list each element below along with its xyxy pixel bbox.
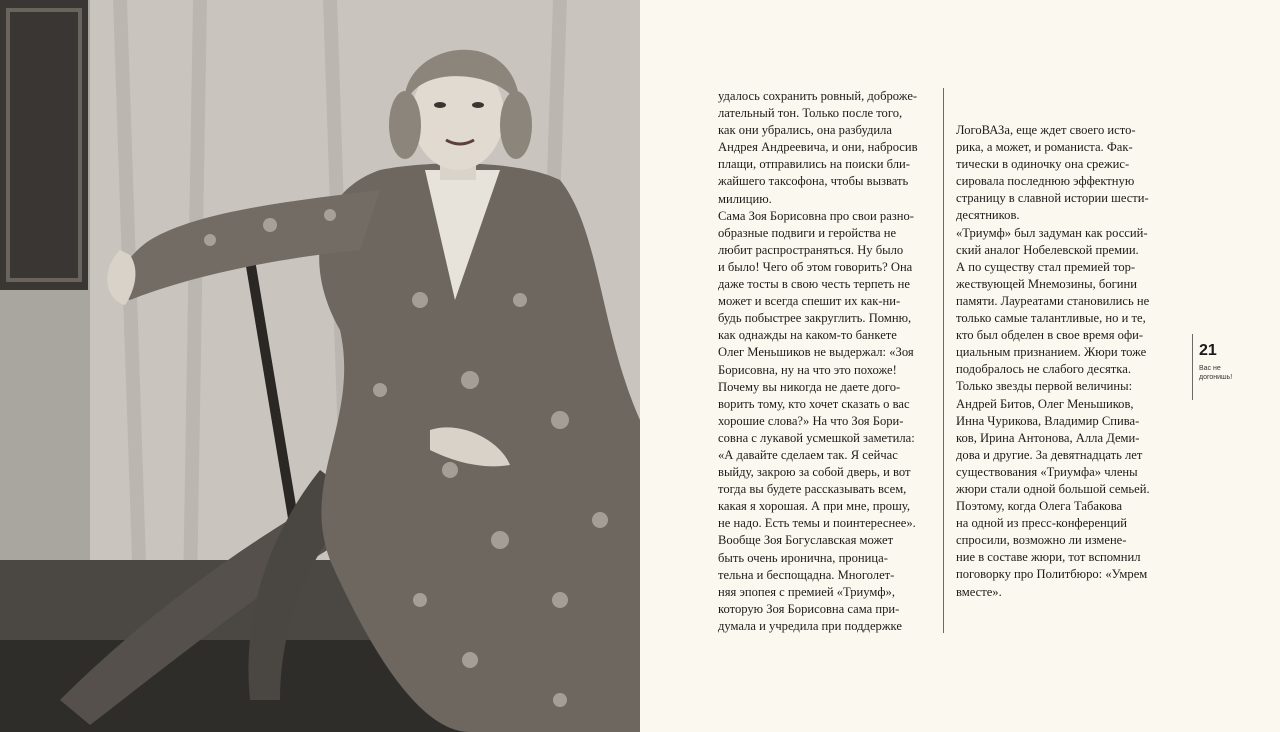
- text-line: какая я хорошая. А при мне, прошу,: [718, 499, 910, 514]
- text-line: памяти. Лауреатами становились не: [956, 293, 1150, 308]
- text-line: образные подвиги и геройства не: [718, 225, 897, 240]
- text-line: жествующей Мнемозины, богини: [956, 276, 1138, 291]
- text-line: «А давайте сделаем так. Я сейчас: [718, 447, 898, 462]
- text-line: Вообще Зоя Богуславская может: [718, 533, 894, 548]
- text-line: тогда вы будете рассказывать всем,: [718, 482, 907, 497]
- text-line: быть очень иронична, проница-: [718, 550, 888, 565]
- text-line: которую Зоя Борисовна сама при-: [718, 601, 900, 616]
- text-line: даже тосты в свою честь терпеть не: [718, 277, 910, 292]
- text-line: циальным признанием. Жюри тоже: [956, 345, 1147, 360]
- text-line: поговорку про Политбюро: «Умрем: [956, 567, 1148, 582]
- page-folio: [1192, 334, 1249, 400]
- text-line: Олег Меньшиков не выдержал: «Зоя: [718, 345, 914, 360]
- text-line: любит распространяться. Ну было: [718, 242, 904, 257]
- text-line: вместе».: [956, 584, 1002, 599]
- text-line: может и всегда спешит их как-ни-: [718, 294, 901, 309]
- text-line: тельна и беспощадна. Многолет-: [718, 567, 895, 582]
- column-divider: [943, 88, 944, 633]
- running-title: Вас не догонишь!: [1199, 365, 1233, 381]
- text-line: тически в одиночку она срежис-: [956, 157, 1130, 172]
- text-line: рика, а может, и романиста. Фак-: [956, 140, 1133, 155]
- text-line: ЛогоВАЗа, еще ждет своего исто-: [956, 123, 1136, 137]
- text-line: лательный тон. Только после того,: [718, 106, 903, 121]
- text-line: Поэтому, когда Олега Табакова: [956, 499, 1123, 514]
- text-line: сировала последнюю эффектную: [956, 174, 1135, 189]
- text-line: совна с лукавой усмешкой заметила:: [718, 430, 915, 445]
- text-line: Сама Зоя Борисовна про свои разно-: [718, 208, 915, 223]
- text-line: как однажды на каком-то банкете: [718, 328, 897, 343]
- text-line: ние в составе жюри, тот вспомнил: [956, 550, 1141, 565]
- text-line: удалось сохранить ровный, доброже-: [718, 89, 918, 103]
- text-line: не надо. Есть темы и поинтереснее».: [718, 516, 916, 531]
- text-line: ский аналог Нобелевской премии.: [956, 242, 1139, 257]
- text-line: на одной из пресс-конференций: [956, 516, 1128, 531]
- text-line: Андрея Андреевича, и они, набросив: [718, 140, 918, 155]
- text-line: кто был обделен в свое время офи-: [956, 328, 1144, 343]
- text-line: жюри стали одной большой семьей.: [956, 481, 1150, 496]
- text-line: Андрей Битов, Олег Меньшиков,: [956, 396, 1134, 411]
- text-line: как они убрались, она разбудила: [718, 123, 892, 138]
- text-line: хорошие слова?» На что Зоя Бори-: [718, 413, 904, 428]
- text-line: Борисовна, ну на что это похоже!: [718, 362, 897, 377]
- text-column-left: [718, 88, 930, 635]
- text-line: думала и учредила при поддержке: [718, 618, 902, 633]
- text-line: страницу в славной истории шести-: [956, 191, 1149, 206]
- text-line: только самые талантливые, но и те,: [956, 311, 1146, 326]
- text-line: дова и другие. За девятнадцать лет: [956, 447, 1143, 462]
- text-line: выйду, закрою за собой дверь, и вот: [718, 465, 911, 480]
- text-line: десятников.: [956, 208, 1020, 223]
- text-line: существования «Триумфа» члены: [956, 464, 1138, 479]
- text-line: спросили, возможно ли измене-: [956, 533, 1127, 548]
- text-line: и было! Чего об этом говорить? Она: [718, 259, 913, 274]
- text-line: ворить тому, кто хочет сказать о вас: [718, 396, 910, 411]
- text-line: Инна Чурикова, Владимир Спива-: [956, 413, 1140, 428]
- text-line: А по существу стал премией тор-: [956, 259, 1136, 274]
- text-line: плащи, отправились на поиски бли-: [718, 157, 910, 172]
- text-line: жайшего таксофона, чтобы вызвать: [718, 174, 909, 189]
- text-line: подобралось не слабого десятка.: [956, 362, 1131, 377]
- text-line: будь побыстрее закруглить. Помню,: [718, 311, 912, 326]
- text-line: Почему вы никогда не даете дого-: [718, 379, 901, 394]
- text-line: милицию.: [718, 191, 772, 206]
- page-number: 21: [1199, 342, 1217, 359]
- text-line: «Триумф» был задуман как россий-: [956, 225, 1148, 240]
- text-column-right: [956, 122, 1168, 601]
- text-line: няя эпопея с премией «Триумф»,: [718, 584, 895, 599]
- text-line: ков, Ирина Антонова, Алла Деми-: [956, 430, 1140, 445]
- text-line: Только звезды первой величины:: [956, 379, 1133, 394]
